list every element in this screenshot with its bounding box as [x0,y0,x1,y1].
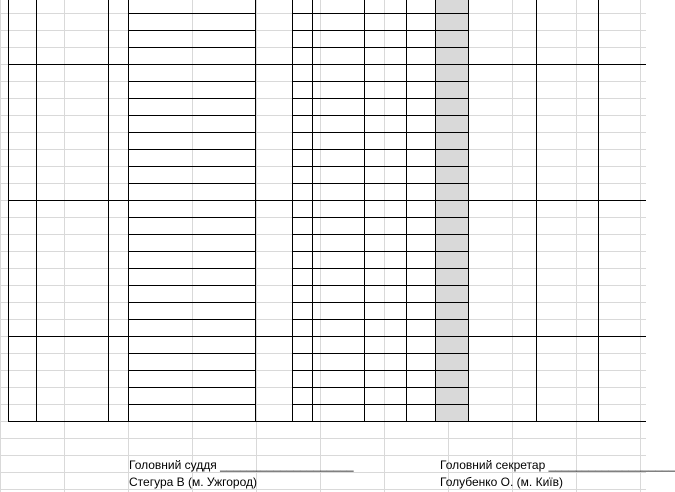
rider-position [364,387,406,404]
rider-name [128,370,255,387]
rider-name [128,81,255,98]
rider-number [312,234,364,251]
rider-position [364,47,406,64]
rider-class [292,200,312,217]
rider-points [435,353,468,370]
rider-points [435,149,468,166]
rider-class [292,387,312,404]
rider-name [128,251,255,268]
rider-points [435,234,468,251]
rider-points [435,98,468,115]
rider-class [292,268,312,285]
rider-points [435,217,468,234]
team-place [598,260,646,276]
rider-position [364,404,406,421]
rider-number [312,302,364,319]
rider-name [128,404,255,421]
rider-points [435,285,468,302]
rider-points [435,404,468,421]
rider-points [435,183,468,200]
rider-name [128,115,255,132]
rider-name [128,13,255,30]
grid-line-v [256,0,257,492]
rider-number [312,132,364,149]
rider-class [292,285,312,302]
rider-class [292,98,312,115]
rider-position [364,370,406,387]
rider-points [435,0,468,13]
rider-name [128,0,255,13]
rider-position [364,319,406,336]
rider-name [128,217,255,234]
rider-points [435,132,468,149]
rider-class [292,0,312,13]
rider-number [312,149,364,166]
rider-number [312,336,364,353]
rider-number [312,13,364,30]
team-number [8,339,36,353]
rider-position [364,183,406,200]
chief-judge-name: Стегура В (м. Ужгород) [129,475,257,489]
rider-class [292,47,312,64]
rider-position [364,166,406,183]
chief-judge-label: Головний суддя ____________________ [129,458,354,472]
rider-position [364,285,406,302]
rider-points [435,251,468,268]
rider-class [292,115,312,132]
rider-points [435,115,468,132]
rider-position [364,132,406,149]
rider-number [312,353,364,370]
rider-points [435,370,468,387]
rider-number [312,200,364,217]
rider-number [312,47,364,64]
rider-position [364,251,406,268]
rider-name [128,64,255,81]
chief-secretary-label: Головний секретар ___________________ [440,458,675,472]
rider-position [364,353,406,370]
rider-class [292,132,312,149]
rider-points [435,302,468,319]
grid-line-v [640,0,641,492]
rider-number [312,319,364,336]
rider-name [128,132,255,149]
rider-class [292,370,312,387]
rider-number [312,251,364,268]
rider-position [364,64,406,81]
rider-points [435,200,468,217]
rider-name [128,285,255,302]
rider-class [292,30,312,47]
rider-class [292,404,312,421]
rider-class [292,149,312,166]
rider-number [312,268,364,285]
rider-class [292,353,312,370]
rider-name [128,166,255,183]
rider-number [312,370,364,387]
rider-number [312,166,364,183]
team-number [8,67,36,81]
rider-name [128,336,255,353]
rider-points [435,387,468,404]
grid-line-v [0,0,1,492]
rider-position [364,268,406,285]
rider-points [435,166,468,183]
rider-position [364,200,406,217]
rider-points [435,319,468,336]
rider-points [435,30,468,47]
rider-position [364,115,406,132]
rider-name [128,200,255,217]
rider-name [128,149,255,166]
rider-position [364,30,406,47]
rider-points [435,268,468,285]
rider-class [292,302,312,319]
rider-number [312,64,364,81]
rider-class [292,319,312,336]
rider-name [128,47,255,64]
rider-position [364,336,406,353]
rider-number [312,98,364,115]
rider-points [435,336,468,353]
rider-number [312,183,364,200]
grid-line-v [64,0,65,492]
rider-position [364,149,406,166]
rider-class [292,234,312,251]
rider-points [435,13,468,30]
rider-class [292,166,312,183]
rider-position [364,13,406,30]
rider-class [292,336,312,353]
rider-class [292,64,312,81]
grid-line-h [0,472,646,473]
rider-name [128,98,255,115]
rider-name [128,268,255,285]
rider-position [364,98,406,115]
team-place [598,371,646,387]
rider-number [312,115,364,132]
rider-name [128,183,255,200]
rider-name [128,30,255,47]
rider-points [435,81,468,98]
team-place [598,124,646,140]
rider-number [312,404,364,421]
rider-class [292,217,312,234]
rider-position [364,302,406,319]
rider-class [292,183,312,200]
grid-line-v [576,0,577,492]
rider-position [364,0,406,13]
rider-number [312,387,364,404]
grid-line-h [0,489,646,490]
rider-number [312,285,364,302]
rider-number [312,217,364,234]
group-border [8,421,646,422]
rider-position [364,234,406,251]
grid-line-v [512,0,513,492]
rider-position [364,81,406,98]
rider-name [128,387,255,404]
rider-name [128,353,255,370]
rider-points [435,47,468,64]
rider-name [128,319,255,336]
rider-class [292,13,312,30]
rider-class [292,81,312,98]
team-number [8,203,36,217]
grid-line-h [0,438,646,439]
rider-number [312,81,364,98]
rider-name [128,234,255,251]
rider-number [312,0,364,13]
rider-number [312,30,364,47]
rider-class [292,251,312,268]
rider-name [128,302,255,319]
grid-line-h [0,455,646,456]
chief-secretary-name: Голубенко О. (м. Київ) [440,475,563,489]
rider-position [364,217,406,234]
rider-points [435,64,468,81]
